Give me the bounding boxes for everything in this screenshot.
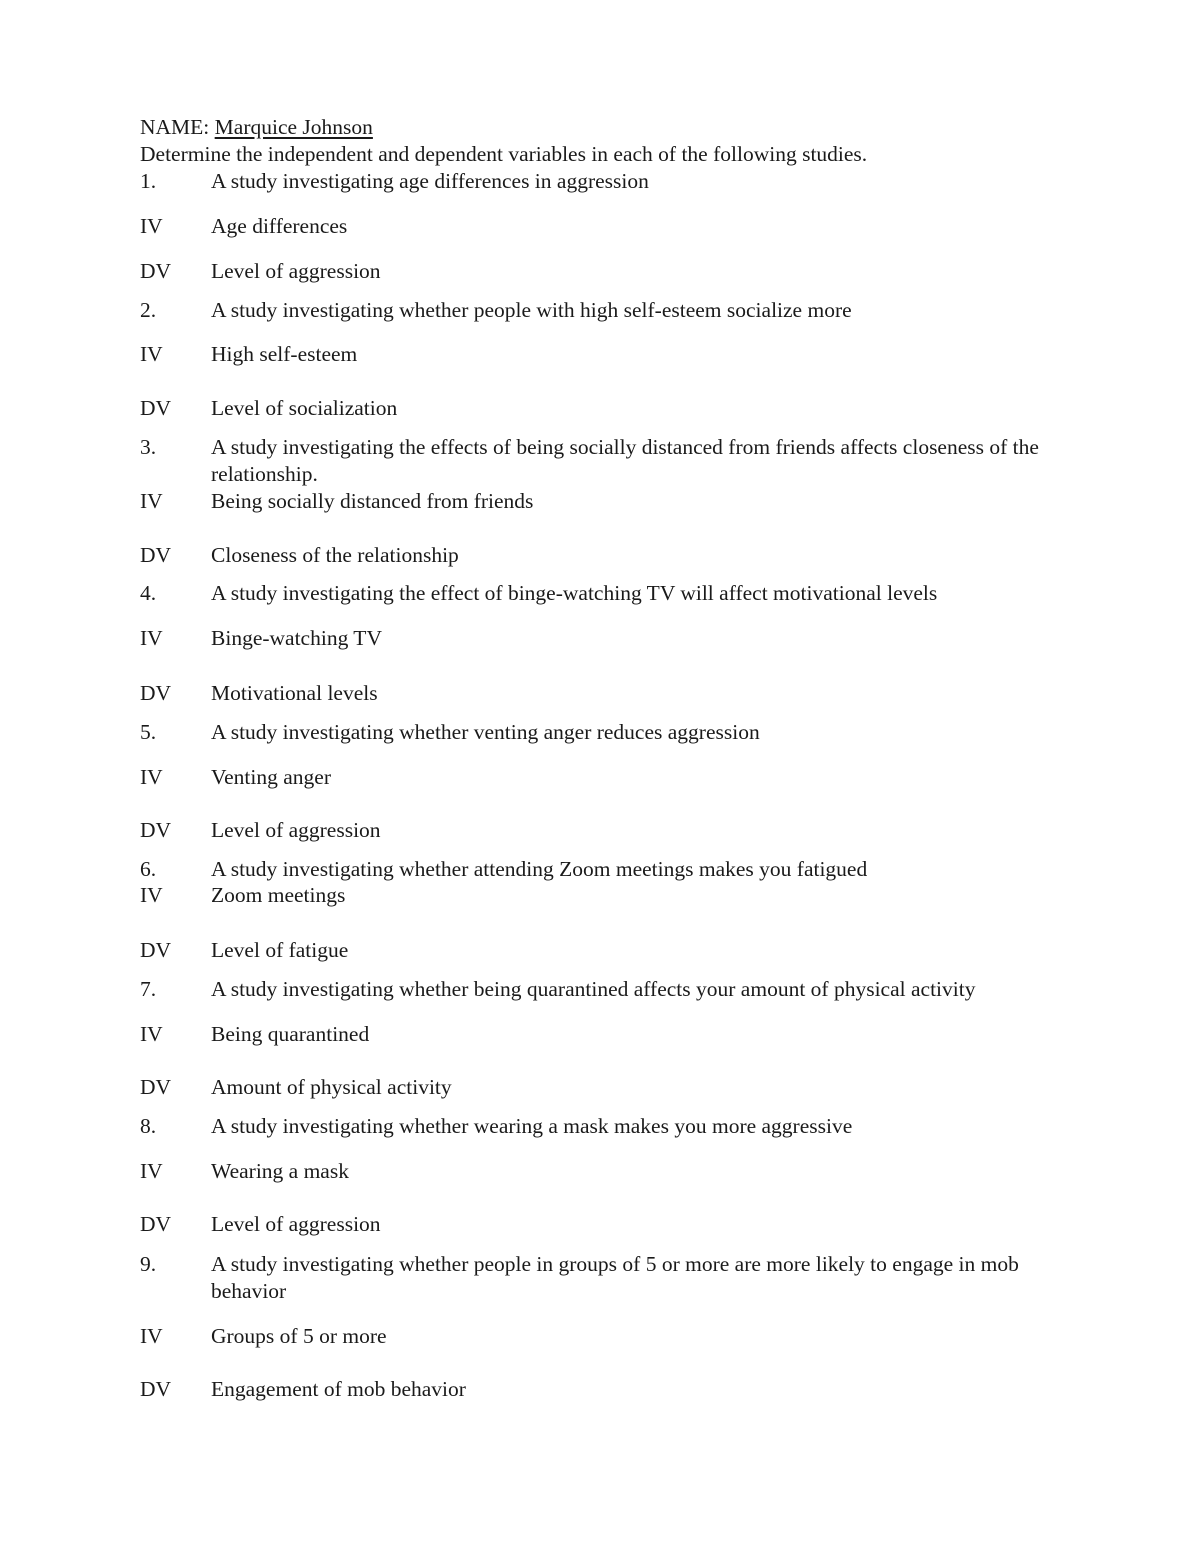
study-number: 7. xyxy=(140,977,157,1001)
iv-label: IV xyxy=(140,214,163,238)
dv-answer: Level of aggression xyxy=(211,259,381,283)
study-number: 8. xyxy=(140,1114,157,1138)
dv-row xyxy=(140,680,1070,707)
study-question xyxy=(140,580,1070,607)
iv-answer: Binge-watching TV xyxy=(211,626,382,650)
iv-label: IV xyxy=(140,626,163,650)
study-question xyxy=(140,434,1070,488)
iv-row xyxy=(140,1323,1070,1350)
dv-answer: Amount of physical activity xyxy=(211,1075,452,1099)
iv-answer: Zoom meetings xyxy=(211,883,346,907)
study-question-text: A study investigating whether wearing a mask makes you more aggressive xyxy=(211,1114,853,1138)
study-question-text: A study investigating whether people in groups of 5 or more are more likely to engage in mob behavior xyxy=(211,1252,1019,1303)
dv-label: DV xyxy=(140,681,172,705)
study-number: 3. xyxy=(140,435,157,459)
iv-row xyxy=(140,1158,1070,1185)
dv-row xyxy=(140,937,1070,964)
iv-answer: Wearing a mask xyxy=(211,1159,349,1183)
study-question xyxy=(140,1113,1070,1140)
dv-row xyxy=(140,542,1070,569)
dv-label: DV xyxy=(140,1377,172,1401)
study-question-text: A study investigating the effect of binge-watching TV will affect motivational levels xyxy=(211,581,938,605)
iv-label: IV xyxy=(140,489,163,513)
dv-label: DV xyxy=(140,818,172,842)
dv-label: DV xyxy=(140,543,172,567)
iv-row xyxy=(140,488,1070,515)
dv-answer: Engagement of mob behavior xyxy=(211,1377,466,1401)
study-question xyxy=(140,856,1070,883)
dv-answer: Level of socialization xyxy=(211,396,398,420)
dv-row xyxy=(140,1211,1070,1238)
study-question xyxy=(140,719,1070,746)
study-number: 5. xyxy=(140,720,157,744)
study-question-text: A study investigating whether being quarantined affects your amount of physical activity xyxy=(211,977,976,1001)
study-number: 4. xyxy=(140,581,157,605)
dv-label: DV xyxy=(140,938,172,962)
study-question-text: A study investigating whether venting anger reduces aggression xyxy=(211,720,760,744)
instructions: Determine the independent and dependent variables in each of the following studies. xyxy=(140,142,868,166)
iv-row xyxy=(140,625,1070,652)
name-line xyxy=(140,114,373,141)
iv-label: IV xyxy=(140,1159,163,1183)
iv-answer: Venting anger xyxy=(211,765,332,789)
dv-label: DV xyxy=(140,1075,172,1099)
study-question xyxy=(140,976,1070,1003)
dv-row xyxy=(140,1074,1070,1101)
iv-row xyxy=(140,882,1070,909)
dv-answer: Level of aggression xyxy=(211,1212,381,1236)
iv-row xyxy=(140,213,1070,240)
iv-answer: Being quarantined xyxy=(211,1022,370,1046)
study-number: 1. xyxy=(140,169,157,193)
dv-row xyxy=(140,258,1070,285)
student-name: Marquice Johnson xyxy=(214,115,373,139)
dv-answer: Level of aggression xyxy=(211,818,381,842)
iv-label: IV xyxy=(140,1022,163,1046)
iv-label: IV xyxy=(140,883,163,907)
study-question xyxy=(140,1251,1070,1305)
iv-answer: Being socially distanced from friends xyxy=(211,489,534,513)
dv-row xyxy=(140,1376,1070,1403)
dv-answer: Motivational levels xyxy=(211,681,378,705)
iv-row xyxy=(140,1021,1070,1048)
dv-answer: Closeness of the relationship xyxy=(211,543,459,567)
iv-row xyxy=(140,764,1070,791)
study-number: 2. xyxy=(140,298,157,322)
iv-label: IV xyxy=(140,342,163,366)
study-question xyxy=(140,168,1070,195)
iv-answer: High self-esteem xyxy=(211,342,358,366)
dv-label: DV xyxy=(140,259,172,283)
name-label: NAME: xyxy=(140,115,210,139)
iv-label: IV xyxy=(140,765,163,789)
iv-row xyxy=(140,341,1070,368)
study-number: 6. xyxy=(140,857,157,881)
dv-row xyxy=(140,395,1070,422)
iv-answer: Groups of 5 or more xyxy=(211,1324,387,1348)
study-question-text: A study investigating whether people with high self-esteem socialize more xyxy=(211,298,852,322)
dv-row xyxy=(140,817,1070,844)
dv-answer: Level of fatigue xyxy=(211,938,349,962)
study-question-text: A study investigating the effects of being socially distanced from friends affects closeness of the relationship. xyxy=(211,435,1039,486)
study-question-text: A study investigating whether attending Zoom meetings makes you fatigued xyxy=(211,857,868,881)
study-question xyxy=(140,297,1070,324)
dv-label: DV xyxy=(140,1212,172,1236)
iv-answer: Age differences xyxy=(211,214,348,238)
iv-label: IV xyxy=(140,1324,163,1348)
study-number: 9. xyxy=(140,1252,157,1276)
study-question-text: A study investigating age differences in aggression xyxy=(211,169,649,193)
dv-label: DV xyxy=(140,396,172,420)
